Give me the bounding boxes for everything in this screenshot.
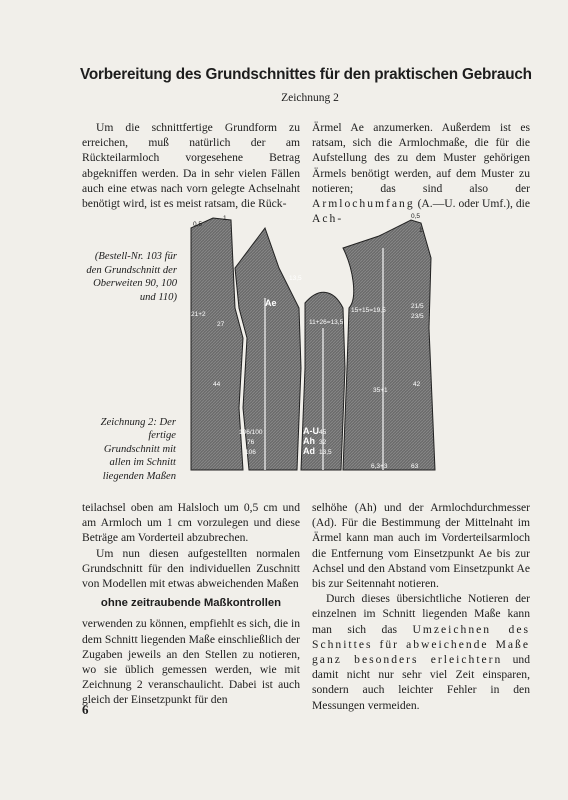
figure-label: 21+2 (191, 311, 206, 318)
figure-label: 76 (247, 439, 255, 446)
figure-label: 1 (223, 215, 227, 222)
order-number-caption: (Bestell-Nr. 103 für den Grundschnitt der Oberweiten 90, 100 und 110) (86, 251, 177, 303)
page-number: 6 (82, 702, 89, 717)
text-column-bottom-left (82, 500, 300, 708)
text-run: Ärmel Ae anzumerken. Außerdem ist es ratsam, sich die Armlochmaße, die für die Aufstellung des zu dem Muster gehörigen Ärmels benötigt werden, auf dem Muster zu notieren; das sind also der (312, 121, 530, 195)
paragraph: Um die schnittfertige Grundform zu erreichen, muß natürlich der am Rückteilarmloch vorgesehene Betrag abgekniffen werden. Da in sehr vielen Fällen auch eine etwas nach vorn gelegte Achselnaht benötigt wird, ist es meist ratsam, die Rück- (82, 121, 300, 211)
figure-label: 1 (419, 227, 423, 234)
text-run: und damit nicht nur sehr viel Zeit einsparen, sondern auch leichter Fehler in den Messungen vermeiden. (312, 653, 530, 712)
figure-label: A-U (303, 426, 319, 436)
text-run-spaced: Armlochumfang (312, 197, 415, 211)
figure-label: 106/100 (239, 429, 263, 436)
paragraph: selhöhe (Ah) und der Armlochdurchmesser (Ad). Für die Bestimmung der Mittelnaht im Ärmel kann man auch im Vorderteilsarmloch die Entfernung vom Einsetzpunkt Ae bis zur Achsel und den Abstand vom Einsetzpunkt Ae bis zur Seitennaht notieren. (312, 501, 530, 591)
front-piece (343, 220, 435, 470)
pattern-drawing (183, 208, 443, 483)
text-column-bottom-right (312, 500, 530, 713)
figure-label: 35+1 (373, 387, 388, 394)
figure-caption: Zeichnung 2: Der fertige Grundschnitt mit allen im Schnitt liegenden Maßen (100, 417, 176, 482)
figure-subheading: Zeichnung 2 (281, 92, 339, 104)
figure-label: Ae (265, 298, 277, 308)
text-run-spaced: Umzeichnen des Schnittes für abweichende Maße ganz besonders erleichtern (312, 622, 530, 667)
figure-label: Ah (303, 436, 315, 446)
figure-label: 0,5 (193, 221, 203, 228)
paragraph: Um nun diesen aufgestellten normalen Grundschnitt für den individuellen Zuschnitt von Modellen mit etwas abweichenden Maßen (82, 546, 300, 591)
figure-label: 27 (217, 321, 225, 328)
text-run-spaced: Ach- (312, 212, 344, 226)
inline-subheading: ohne zeitraubende Maßkontrollen (100, 597, 282, 610)
paragraph: verwenden zu können, empfiehlt es sich, die in dem Schnitt liegenden Maße einschließlich der Zugaben jeweils an den Stellen zu notieren, wo sie üblich gemessen werden, wie mit Zeichnung 2 veranschaulicht. Dabei ist auch gleich der Einsetzpunkt für den (82, 617, 300, 707)
text-run: (A.—U. oder Umf.), die (414, 197, 530, 211)
figure-label: 13,5 (289, 275, 302, 282)
text-column-top-left (82, 120, 300, 211)
paragraph: teilachsel oben am Halsloch um 0,5 cm und am Armloch um 1 cm vorzulegen und diese Beträge am Vorderteil abzubrechen. (82, 501, 300, 545)
figure-label: 15+15=19,5 (351, 307, 386, 314)
figure-label: Ad (303, 446, 315, 456)
figure-label: 0,5 (411, 213, 421, 220)
figure-label: 106 (245, 449, 256, 456)
paragraph (312, 591, 530, 713)
text-run: Durch dieses übersichtliche Notieren der einzelnen im Schnitt liegenden Maße kann man sich das (312, 592, 530, 636)
figure-label: 6,3+3 (371, 463, 388, 470)
back-piece (191, 218, 243, 470)
figure-label: 45 (319, 429, 327, 436)
figure-label: 32 (319, 439, 327, 446)
figure-label: 23/5 (411, 313, 424, 320)
figure-label: 21/5 (411, 303, 424, 310)
figure-label: 63 (411, 463, 419, 470)
figure-label: 44 (213, 381, 221, 388)
page-heading: Vorbereitung des Grundschnittes für den praktischen Gebrauch (80, 66, 532, 83)
figure-label: 13,5 (319, 449, 332, 456)
figure-label: 42 (413, 381, 421, 388)
figure-label: 11+26=13,5 (309, 319, 344, 326)
